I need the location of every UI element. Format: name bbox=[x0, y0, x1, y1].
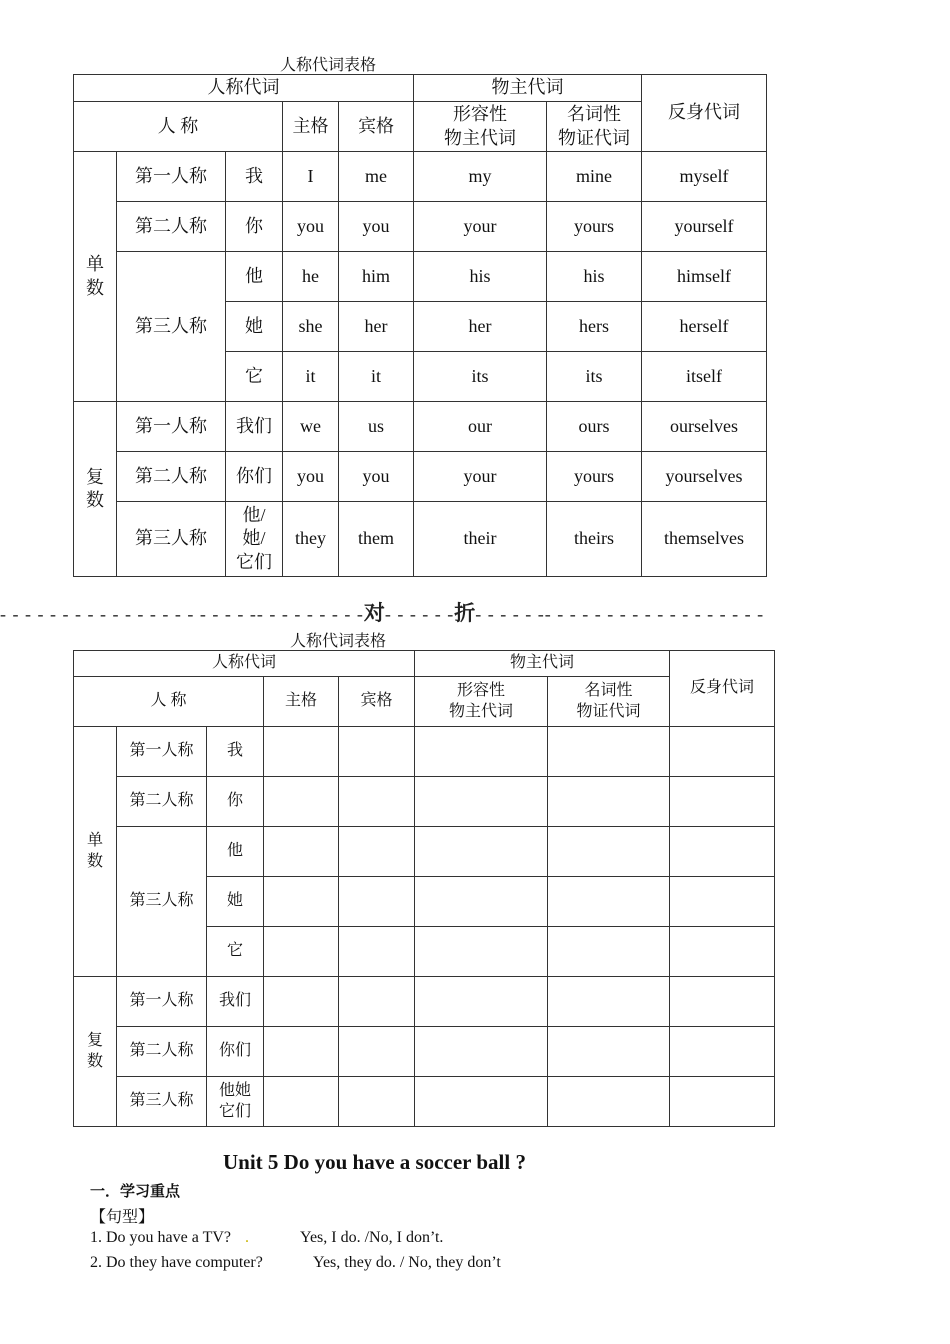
noun-possessive-cell: mine bbox=[547, 152, 642, 202]
cn-cell bbox=[226, 502, 283, 577]
blank-cell[interactable] bbox=[415, 1077, 548, 1127]
blank-cell[interactable] bbox=[548, 827, 670, 877]
fold-line bbox=[0, 597, 790, 627]
label-char: 单 bbox=[86, 831, 103, 849]
table-row bbox=[74, 252, 767, 302]
pronoun-table-blank bbox=[73, 650, 775, 1127]
label-char: 数 bbox=[86, 852, 103, 870]
adj-possessive-cell: its bbox=[414, 352, 547, 402]
noun-possessive-cell: yours bbox=[547, 452, 642, 502]
blank-cell[interactable] bbox=[264, 1027, 339, 1077]
person-cell: 第二人称 bbox=[117, 202, 226, 252]
table-row bbox=[74, 502, 767, 577]
cn-cell: 她 bbox=[226, 302, 283, 352]
fold-char-dui: 对 bbox=[363, 601, 385, 625]
table-row bbox=[74, 777, 775, 827]
person-cell: 第一人称 bbox=[117, 402, 226, 452]
person-cell: 第三人称 bbox=[117, 252, 226, 402]
blank-cell[interactable] bbox=[415, 1027, 548, 1077]
plural-label bbox=[74, 977, 117, 1127]
noun-possessive-cell: ours bbox=[547, 402, 642, 452]
cn-cell: 我们 bbox=[207, 977, 264, 1027]
example-question: 2. Do they have computer? bbox=[90, 1254, 263, 1271]
cn-cell: 它 bbox=[226, 352, 283, 402]
cn-line: 它们 bbox=[218, 1102, 251, 1120]
object-cell: them bbox=[339, 502, 414, 577]
subject-cell: you bbox=[283, 452, 339, 502]
blank-cell[interactable] bbox=[415, 927, 548, 977]
header-line: 名词性 bbox=[584, 681, 633, 699]
person-cell: 第二人称 bbox=[117, 1027, 207, 1077]
blank-cell[interactable] bbox=[548, 727, 670, 777]
header-line: 形容性 bbox=[453, 104, 508, 125]
cn-cell: 你们 bbox=[207, 1027, 264, 1077]
header-personal-pronouns: 人称代词 bbox=[74, 651, 415, 677]
header-adj-possessive bbox=[415, 677, 548, 727]
header-subject: 主格 bbox=[264, 677, 339, 727]
fold-char-zhe: 折 bbox=[454, 601, 476, 625]
header-possessive-pronouns: 物主代词 bbox=[415, 651, 670, 677]
label-char: 数 bbox=[86, 277, 104, 298]
label-char: 复 bbox=[86, 466, 104, 487]
table2-caption: 人称代词表格 bbox=[290, 633, 387, 650]
adj-possessive-cell: our bbox=[414, 402, 547, 452]
label-char: 单 bbox=[86, 254, 104, 275]
person-cell: 第二人称 bbox=[117, 777, 207, 827]
header-noun-possessive bbox=[547, 102, 642, 152]
header-line: 形容性 bbox=[457, 681, 506, 699]
blank-cell[interactable] bbox=[548, 927, 670, 977]
blank-cell[interactable] bbox=[548, 1077, 670, 1127]
pattern-label: 【句型】 bbox=[90, 1209, 155, 1226]
adj-possessive-cell: their bbox=[414, 502, 547, 577]
header-person: 人 称 bbox=[74, 677, 264, 727]
blank-cell[interactable] bbox=[670, 1077, 775, 1127]
blank-cell[interactable] bbox=[670, 727, 775, 777]
person-cell: 第三人称 bbox=[117, 502, 226, 577]
singular-label bbox=[74, 152, 117, 402]
cn-cell bbox=[207, 1077, 264, 1127]
adj-possessive-cell: his bbox=[414, 252, 547, 302]
blank-cell[interactable] bbox=[415, 977, 548, 1027]
blank-cell[interactable] bbox=[548, 1027, 670, 1077]
subject-cell: I bbox=[283, 152, 339, 202]
blank-cell[interactable] bbox=[670, 977, 775, 1027]
header-noun-possessive bbox=[548, 677, 670, 727]
cn-cell: 她 bbox=[207, 877, 264, 927]
subject-cell: it bbox=[283, 352, 339, 402]
blank-cell[interactable] bbox=[548, 777, 670, 827]
table-row bbox=[74, 977, 775, 1027]
noun-possessive-cell: hers bbox=[547, 302, 642, 352]
unit-title-part: occer ball ? bbox=[423, 1150, 526, 1174]
example-answer: Yes, I do. /No, I don’t. bbox=[300, 1229, 444, 1246]
blank-cell[interactable] bbox=[264, 977, 339, 1027]
person-cell: 第三人称 bbox=[117, 827, 207, 977]
cn-line: 她/ bbox=[242, 528, 266, 549]
adj-possessive-cell: your bbox=[414, 452, 547, 502]
fold-dashes: - - - - - - - - - - - - - - - - - - - - -- - - - - - - - - bbox=[0, 604, 364, 624]
blank-cell[interactable] bbox=[264, 727, 339, 777]
blank-cell[interactable] bbox=[339, 827, 415, 877]
adj-possessive-cell: your bbox=[414, 202, 547, 252]
unit-title-part: Unit 5 Do you have a s bbox=[223, 1150, 424, 1174]
cn-cell: 他 bbox=[226, 252, 283, 302]
reflexive-cell: herself bbox=[642, 302, 767, 352]
blank-cell[interactable] bbox=[670, 827, 775, 877]
table-row bbox=[74, 1027, 775, 1077]
subject-cell: they bbox=[283, 502, 339, 577]
blank-cell[interactable] bbox=[264, 877, 339, 927]
blank-cell[interactable] bbox=[264, 777, 339, 827]
person-cell: 第二人称 bbox=[117, 452, 226, 502]
reflexive-cell: ourselves bbox=[642, 402, 767, 452]
noun-possessive-cell: his bbox=[547, 252, 642, 302]
blank-cell[interactable] bbox=[415, 827, 548, 877]
cn-cell: 它 bbox=[207, 927, 264, 977]
header-reflexive: 反身代词 bbox=[670, 651, 775, 727]
table-row bbox=[74, 202, 767, 252]
reflexive-cell: myself bbox=[642, 152, 767, 202]
header-adj-possessive bbox=[414, 102, 547, 152]
noun-possessive-cell: theirs bbox=[547, 502, 642, 577]
table-row bbox=[74, 152, 767, 202]
header-subject: 主格 bbox=[283, 102, 339, 152]
header-reflexive: 反身代词 bbox=[642, 75, 767, 152]
table-row bbox=[74, 402, 767, 452]
person-cell: 第一人称 bbox=[117, 977, 207, 1027]
table1-caption: 人称代词表格 bbox=[280, 57, 377, 74]
blank-cell[interactable] bbox=[339, 927, 415, 977]
reflexive-cell: themselves bbox=[642, 502, 767, 577]
cn-line: 他她 bbox=[218, 1081, 251, 1099]
blank-cell[interactable] bbox=[264, 827, 339, 877]
cn-cell: 你 bbox=[207, 777, 264, 827]
adj-possessive-cell: my bbox=[414, 152, 547, 202]
table-row bbox=[74, 452, 767, 502]
blank-cell[interactable] bbox=[415, 877, 548, 927]
pronoun-table-filled bbox=[73, 74, 767, 577]
cn-cell: 他 bbox=[207, 827, 264, 877]
blank-cell[interactable] bbox=[415, 777, 548, 827]
blank-cell[interactable] bbox=[339, 777, 415, 827]
subject-cell: he bbox=[283, 252, 339, 302]
section-heading: 一．学习重点 bbox=[90, 1182, 181, 1200]
blank-cell[interactable] bbox=[670, 777, 775, 827]
header-line: 物主代词 bbox=[449, 702, 514, 720]
cn-line: 他/ bbox=[242, 504, 266, 525]
plural-label bbox=[74, 402, 117, 577]
object-cell: us bbox=[339, 402, 414, 452]
blank-cell[interactable] bbox=[670, 927, 775, 977]
object-cell: her bbox=[339, 302, 414, 352]
singular-label bbox=[74, 727, 117, 977]
blank-cell[interactable] bbox=[264, 1077, 339, 1127]
reflexive-cell: yourselves bbox=[642, 452, 767, 502]
header-line: 名词性 bbox=[567, 104, 622, 125]
blank-cell[interactable] bbox=[670, 1027, 775, 1077]
blank-cell[interactable] bbox=[339, 1027, 415, 1077]
noun-possessive-cell: yours bbox=[547, 202, 642, 252]
example-answer: Yes, they do. / No, they don’t bbox=[313, 1254, 501, 1271]
object-cell: it bbox=[339, 352, 414, 402]
blank-cell[interactable] bbox=[548, 877, 670, 927]
example-question: 1. Do you have a TV? bbox=[90, 1229, 231, 1246]
object-cell: you bbox=[339, 452, 414, 502]
cn-cell: 你们 bbox=[226, 452, 283, 502]
label-char: 数 bbox=[86, 490, 104, 510]
unit-title bbox=[223, 1150, 526, 1175]
blank-cell[interactable] bbox=[548, 977, 670, 1027]
person-cell: 第一人称 bbox=[117, 727, 207, 777]
header-object: 宾格 bbox=[339, 102, 414, 152]
table-row bbox=[74, 727, 775, 777]
subject-cell: we bbox=[283, 402, 339, 452]
cn-cell: 我 bbox=[207, 727, 264, 777]
blank-cell[interactable] bbox=[339, 977, 415, 1027]
blank-cell[interactable] bbox=[339, 1077, 415, 1127]
adj-possessive-cell: her bbox=[414, 302, 547, 352]
cn-cell: 我们 bbox=[226, 402, 283, 452]
subject-cell: you bbox=[283, 202, 339, 252]
table-row bbox=[74, 827, 775, 877]
label-char: 数 bbox=[86, 1052, 103, 1070]
object-cell: him bbox=[339, 252, 414, 302]
cn-cell: 我 bbox=[226, 152, 283, 202]
fold-dashes: - - - - - - bbox=[384, 604, 455, 624]
blank-cell[interactable] bbox=[415, 727, 548, 777]
subject-cell: she bbox=[283, 302, 339, 352]
blank-cell[interactable] bbox=[670, 877, 775, 927]
header-object: 宾格 bbox=[339, 677, 415, 727]
blank-cell[interactable] bbox=[339, 877, 415, 927]
header-line: 物证代词 bbox=[576, 702, 641, 720]
table-row bbox=[74, 1077, 775, 1127]
noun-possessive-cell: its bbox=[547, 352, 642, 402]
person-cell: 第一人称 bbox=[117, 152, 226, 202]
header-person: 人 称 bbox=[74, 102, 283, 152]
object-cell: you bbox=[339, 202, 414, 252]
header-possessive-pronouns: 物主代词 bbox=[414, 75, 642, 102]
object-cell: me bbox=[339, 152, 414, 202]
reflexive-cell: itself bbox=[642, 352, 767, 402]
reflexive-cell: yourself bbox=[642, 202, 767, 252]
stray-dot: . bbox=[245, 1229, 249, 1246]
header-line: 物主代词 bbox=[444, 127, 517, 148]
cn-cell: 你 bbox=[226, 202, 283, 252]
cn-line: 它们 bbox=[236, 551, 272, 572]
fold-dashes: - - - - - -- - - - - - - - - - - - - - - - - - bbox=[475, 604, 765, 624]
reflexive-cell: himself bbox=[642, 252, 767, 302]
header-line: 物证代词 bbox=[558, 127, 631, 148]
header-personal-pronouns: 人称代词 bbox=[74, 75, 414, 102]
person-cell: 第三人称 bbox=[117, 1077, 207, 1127]
blank-cell[interactable] bbox=[264, 927, 339, 977]
blank-cell[interactable] bbox=[339, 727, 415, 777]
label-char: 复 bbox=[86, 1031, 103, 1049]
